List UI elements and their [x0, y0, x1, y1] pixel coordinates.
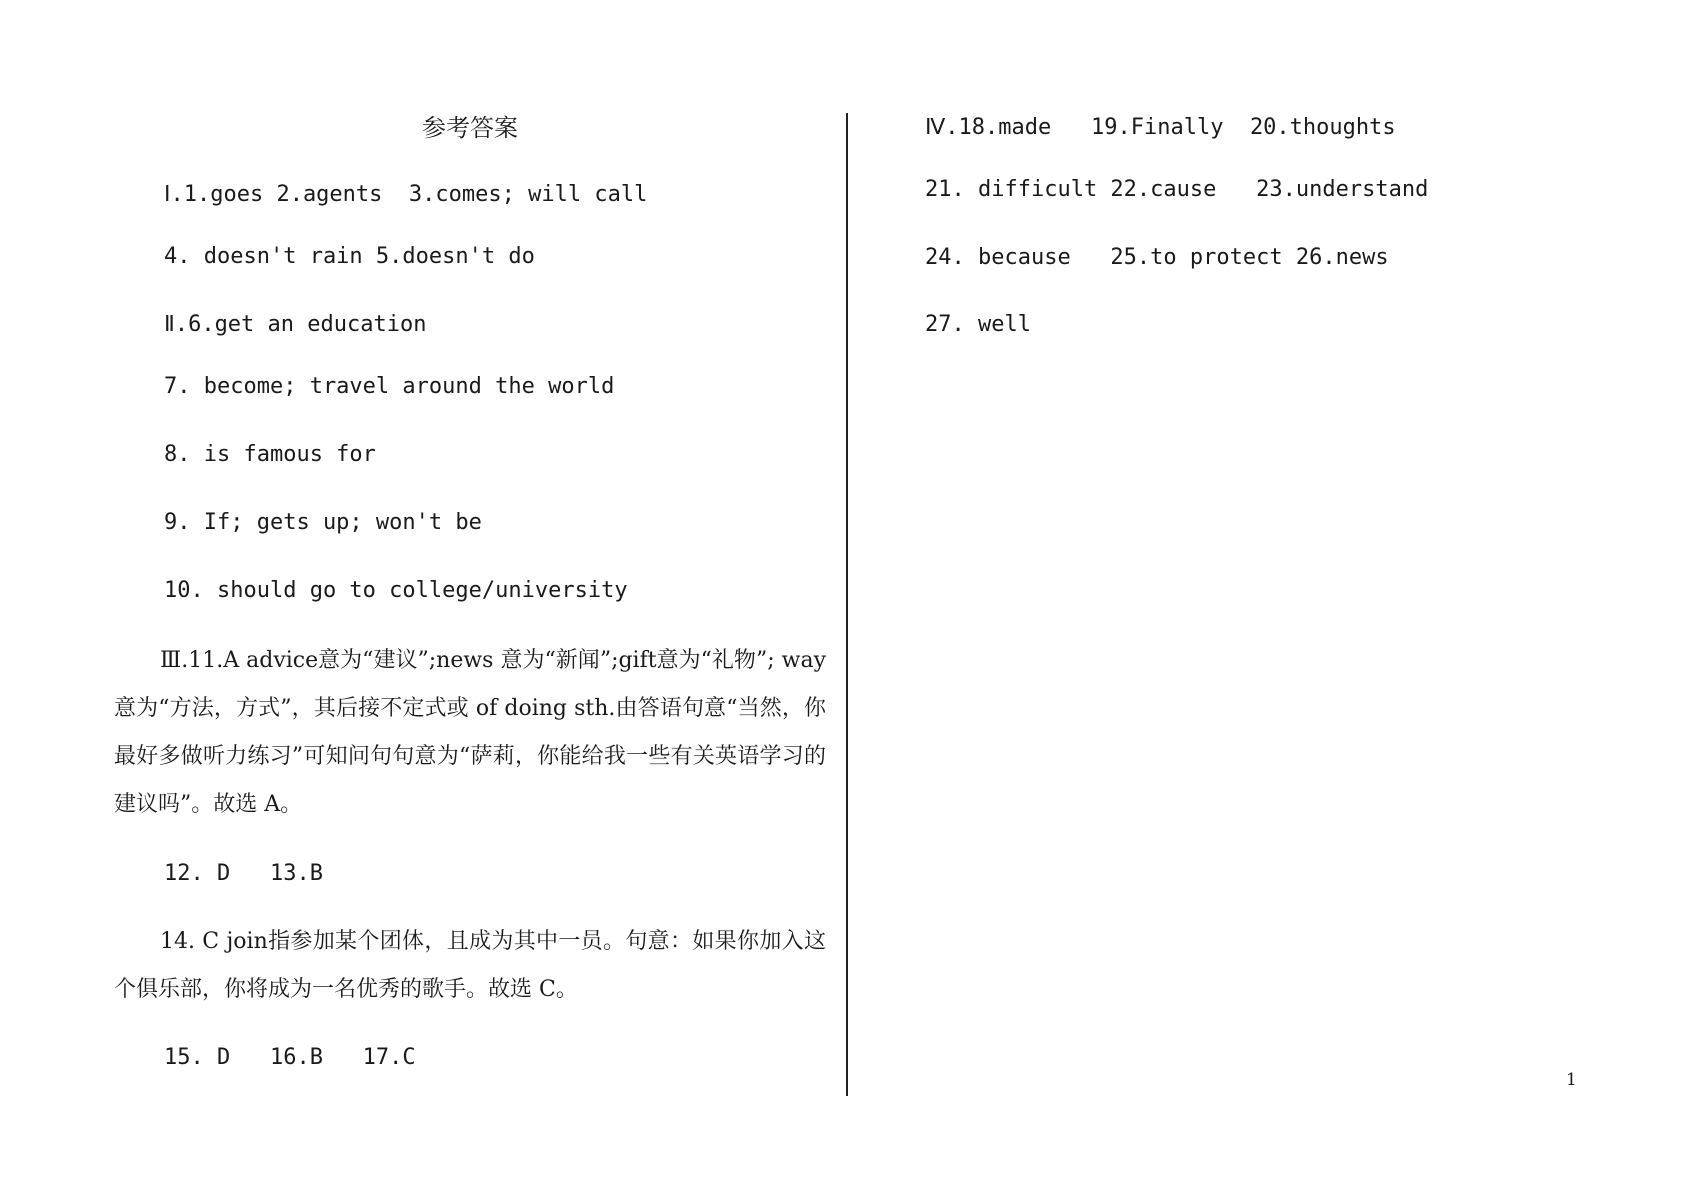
answer-line-6: 9. If; gets up; won't be	[164, 510, 482, 535]
column-divider	[846, 113, 848, 1096]
answer-line-r2: 21. difficult 22.cause 23.understand	[925, 177, 1429, 202]
answer-line-r3: 24. because 25.to protect 26.news	[925, 245, 1389, 270]
page-number: 1	[1566, 1070, 1577, 1090]
answer-line-5: 8. is famous for	[164, 442, 376, 467]
page-title: 参考答案	[422, 114, 518, 142]
answer-q12-13: 12. D 13.B	[164, 861, 323, 886]
answer-line-r1: Ⅳ.18.made 19.Finally 20.thoughts	[925, 115, 1396, 140]
answer-line-r4: 27. well	[925, 312, 1031, 337]
explanation-q11: Ⅲ.11.A advice意为“建议”;news 意为“新闻”;gift意为“礼物”; way 意为“方法，方式”，其后接不定式或 of doing sth.由答语句意“当然，你最好多做听力练习”可知问句句意为“萨莉，你能给我一些有关英语学习的建议吗”。故选 A。	[114, 648, 826, 817]
answer-line-3: Ⅱ.6.get an education	[164, 312, 427, 337]
explanation-q14: 14. C join指参加某个团体，且成为其中一员。句意：如果你加入这个俱乐部，你将成为一名优秀的歌手。故选 C。	[114, 929, 826, 1002]
answer-line-7: 10. should go to college/university	[164, 578, 628, 603]
answer-line-2: 4. doesn't rain 5.doesn't do	[164, 244, 535, 269]
answer-line-4: 7. become; travel around the world	[164, 374, 615, 399]
answer-line-1: Ⅰ.1.goes 2.agents 3.comes; will call	[164, 182, 648, 207]
answer-q15-17: 15. D 16.B 17.C	[164, 1045, 416, 1070]
